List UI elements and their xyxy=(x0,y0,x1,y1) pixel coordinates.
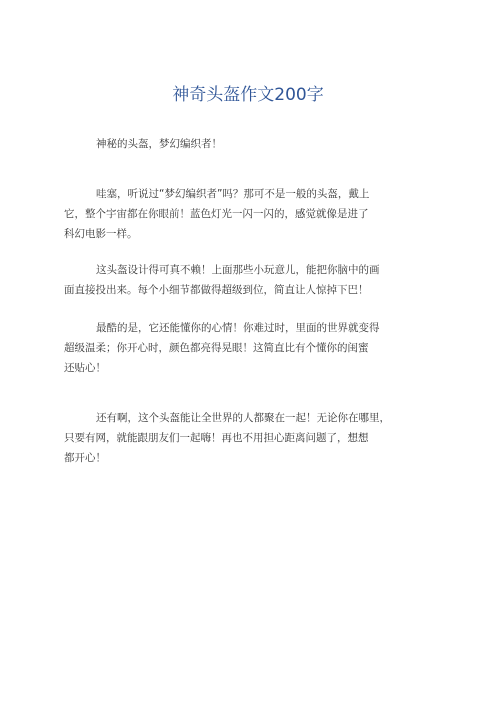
document-title: 神奇头盔作文200字 xyxy=(172,85,324,105)
paragraph-2 xyxy=(64,184,436,244)
paragraph-line: 它，整个宇宙都在你眼前！蓝色灯光一闪一闪的，感觉就像是进了 xyxy=(64,208,369,220)
paragraph-4 xyxy=(64,318,436,378)
paragraph-3 xyxy=(64,260,436,300)
paragraph-5 xyxy=(64,408,436,468)
paragraph-line: 科幻电影一样。 xyxy=(64,228,138,240)
paragraph-line: 哇塞，听说过“梦幻编织者”吗？那可不是一般的头盔，戴上 xyxy=(96,188,370,200)
paragraph-1 xyxy=(64,134,436,154)
paragraph-line: 还贴心！ xyxy=(64,362,106,374)
paragraph-line: 面直接投出来。每个小细节都做得超级到位，简直让人惊掉下巴！ xyxy=(64,284,369,296)
paragraph-line: 这头盔设计得可真不赖！上面那些小玩意儿，能把你脑中的画 xyxy=(96,264,380,276)
paragraph-line: 最酷的是，它还能懂你的心情！你难过时，里面的世界就变得 xyxy=(96,322,380,334)
paragraph-line: 还有啊，这个头盔能让全世界的人都聚在一起！无论你在哪里， xyxy=(96,412,390,424)
paragraph-line: 都开心！ xyxy=(64,452,106,464)
paragraph-line: 神秘的头盔，梦幻编织者！ xyxy=(96,138,222,150)
paragraph-line: 超级温柔；你开心时，颜色都亮得晃眼！这简直比有个懂你的闺蜜 xyxy=(64,342,369,354)
paragraph-line: 只要有网，就能跟朋友们一起嗨！再也不用担心距离问题了，想想 xyxy=(64,432,369,444)
